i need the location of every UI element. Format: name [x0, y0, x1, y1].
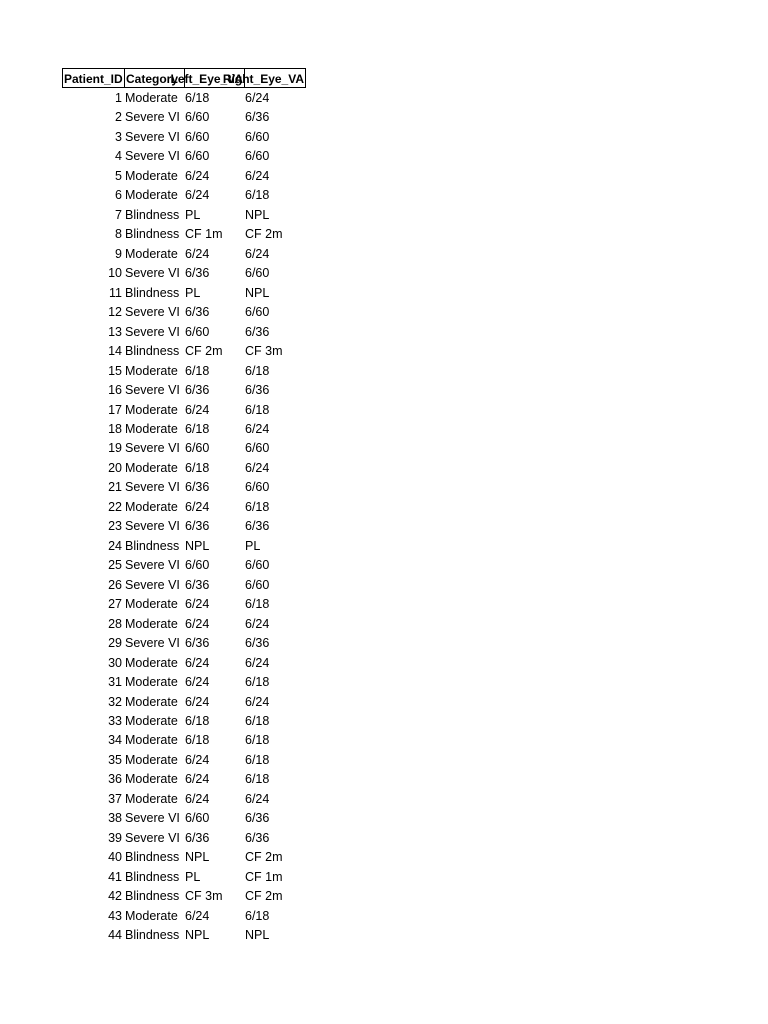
table-row: [62, 615, 322, 634]
cell-left-eye-va[interactable]: 6/36: [185, 830, 210, 845]
table-row: [62, 381, 322, 400]
cell-patient-id[interactable]: 11: [109, 285, 122, 300]
cell-right-eye-va[interactable]: 6/24: [245, 246, 270, 261]
cell-left-eye-va[interactable]: 6/60: [185, 129, 210, 144]
cell-left-eye-va[interactable]: 6/36: [185, 577, 210, 592]
table-row: [62, 926, 322, 945]
cell-category[interactable]: Severe VI: [125, 149, 180, 164]
cell-left-eye-va[interactable]: 6/18: [185, 421, 210, 436]
table-row: [62, 907, 322, 926]
cell-left-eye-va[interactable]: 6/24: [185, 499, 210, 514]
cell-category[interactable]: Blindness: [125, 850, 180, 865]
table-row: [62, 264, 322, 283]
cell-category[interactable]: Moderate: [125, 597, 178, 612]
cell-right-eye-va[interactable]: 6/60: [245, 441, 270, 456]
cell-patient-id[interactable]: 9: [115, 246, 122, 261]
cell-right-eye-va[interactable]: PL: [245, 538, 261, 553]
table-row: [62, 459, 322, 478]
cell-right-eye-va[interactable]: 6/36: [245, 636, 270, 651]
table-row: [62, 362, 322, 381]
cell-category[interactable]: Blindness: [125, 207, 180, 222]
cell-left-eye-va[interactable]: 6/24: [185, 655, 210, 670]
cell-right-eye-va[interactable]: CF 2m: [245, 850, 283, 865]
cell-category[interactable]: Moderate: [125, 499, 178, 514]
table-row: [62, 868, 322, 887]
cell-right-eye-va[interactable]: 6/18: [245, 499, 270, 514]
cell-left-eye-va[interactable]: 6/60: [185, 149, 210, 164]
cell-patient-id[interactable]: 10: [108, 266, 122, 281]
cell-patient-id[interactable]: 41: [108, 869, 122, 884]
cell-left-eye-va[interactable]: 6/36: [185, 383, 210, 398]
cell-patient-id[interactable]: 18: [108, 421, 122, 436]
cell-category[interactable]: Moderate: [125, 714, 178, 728]
cell-patient-id[interactable]: 26: [108, 577, 122, 592]
cell-category[interactable]: Moderate: [125, 675, 178, 690]
cell-left-eye-va[interactable]: 6/24: [185, 791, 210, 806]
cell-patient-id[interactable]: 30: [108, 655, 122, 670]
cell-right-eye-va[interactable]: 6/18: [245, 402, 270, 417]
cell-right-eye-va[interactable]: CF 2m: [245, 889, 283, 904]
cell-left-eye-va[interactable]: 6/18: [185, 460, 210, 475]
table-row: [62, 693, 322, 712]
cell-patient-id[interactable]: 19: [108, 441, 122, 456]
cell-right-eye-va[interactable]: 6/60: [245, 558, 270, 573]
cell-right-eye-va[interactable]: 6/36: [245, 830, 270, 845]
cell-category[interactable]: Blindness: [125, 928, 180, 943]
table-row: [62, 206, 322, 225]
cell-right-eye-va[interactable]: 6/24: [245, 460, 270, 475]
cell-right-eye-va[interactable]: NPL: [245, 928, 270, 943]
cell-patient-id[interactable]: 16: [108, 383, 122, 398]
cell-patient-id[interactable]: 7: [115, 207, 122, 222]
cell-category[interactable]: Blindness: [125, 889, 180, 904]
cell-patient-id[interactable]: 15: [108, 363, 122, 378]
cell-right-eye-va[interactable]: 6/24: [245, 655, 270, 670]
cell-right-eye-va[interactable]: CF 1m: [245, 869, 283, 884]
cell-left-eye-va[interactable]: 6/24: [185, 772, 210, 787]
cell-category[interactable]: Blindness: [125, 227, 180, 242]
table-row: [62, 108, 322, 127]
cell-patient-id[interactable]: 25: [108, 558, 122, 573]
cell-category[interactable]: Moderate: [125, 363, 178, 378]
cell-left-eye-va[interactable]: 6/60: [185, 441, 210, 456]
table-row: [62, 517, 322, 536]
cell-category[interactable]: Moderate: [125, 655, 178, 670]
cell-category[interactable]: Blindness: [125, 538, 180, 553]
table-row: [62, 420, 322, 439]
cell-category[interactable]: Moderate: [125, 246, 178, 261]
cell-right-eye-va[interactable]: NPL: [245, 285, 270, 300]
cell-category[interactable]: Moderate: [125, 616, 178, 631]
cell-right-eye-va[interactable]: 6/36: [245, 519, 270, 534]
cell-category[interactable]: Severe VI: [125, 480, 180, 495]
cell-right-eye-va[interactable]: 6/24: [245, 694, 270, 709]
cell-patient-id[interactable]: 44: [108, 928, 122, 943]
table-row: [62, 731, 322, 750]
cell-patient-id[interactable]: 22: [108, 499, 122, 514]
cell-category[interactable]: Severe VI: [125, 441, 180, 456]
cell-right-eye-va[interactable]: 6/24: [245, 791, 270, 806]
cell-right-eye-va[interactable]: 6/18: [245, 675, 270, 690]
cell-category[interactable]: Moderate: [125, 421, 178, 436]
cell-category[interactable]: Moderate: [125, 772, 178, 787]
table-row: [62, 498, 322, 517]
cell-right-eye-va[interactable]: CF 3m: [245, 344, 283, 359]
table-row: [62, 147, 322, 166]
table-row: [62, 167, 322, 186]
cell-left-eye-va[interactable]: 6/36: [185, 519, 210, 534]
table-row: [62, 809, 322, 828]
cell-left-eye-va[interactable]: 6/24: [185, 752, 210, 767]
cell-patient-id[interactable]: 3: [115, 129, 122, 144]
table-row: [62, 342, 322, 361]
cell-category[interactable]: Severe VI: [125, 558, 180, 573]
cell-patient-id[interactable]: 4: [115, 149, 122, 164]
cell-left-eye-va[interactable]: 6/18: [185, 714, 210, 728]
cell-patient-id[interactable]: 17: [108, 402, 122, 417]
cell-left-eye-va[interactable]: 6/36: [185, 305, 210, 320]
cell-patient-id[interactable]: 6: [115, 188, 122, 203]
cell-patient-id[interactable]: 38: [108, 811, 122, 826]
cell-left-eye-va[interactable]: NPL: [185, 928, 210, 943]
cell-right-eye-va[interactable]: 6/36: [245, 811, 270, 826]
cell-right-eye-va[interactable]: 6/18: [245, 714, 270, 728]
cell-patient-id[interactable]: 28: [108, 616, 122, 631]
cell-left-eye-va[interactable]: PL: [185, 207, 201, 222]
cell-left-eye-va[interactable]: CF 1m: [185, 227, 223, 242]
table-row: [62, 89, 322, 108]
table-row: [62, 401, 322, 420]
table-row: [62, 887, 322, 906]
header-left-eye-va-label: Left_Eye_VA: [170, 72, 243, 86]
cell-left-eye-va[interactable]: 6/60: [185, 324, 210, 339]
cell-right-eye-va[interactable]: 6/24: [245, 616, 270, 631]
cell-right-eye-va[interactable]: 6/60: [245, 305, 270, 320]
cell-category[interactable]: Moderate: [125, 791, 178, 806]
cell-category[interactable]: Severe VI: [125, 266, 180, 281]
cell-patient-id[interactable]: 14: [108, 344, 122, 359]
table-row: [62, 537, 322, 556]
cell-category[interactable]: Severe VI: [125, 129, 180, 144]
cell-category[interactable]: Moderate: [125, 91, 178, 105]
cell-right-eye-va[interactable]: 6/60: [245, 577, 270, 592]
table-row: [62, 556, 322, 575]
cell-category[interactable]: Moderate: [125, 733, 178, 748]
cell-category[interactable]: Moderate: [125, 908, 178, 923]
cell-right-eye-va[interactable]: 6/18: [245, 597, 270, 612]
cell-right-eye-va[interactable]: 6/60: [245, 480, 270, 495]
cell-category[interactable]: Moderate: [125, 188, 178, 203]
cell-patient-id[interactable]: 43: [108, 908, 122, 923]
cell-left-eye-va[interactable]: 6/24: [185, 908, 210, 923]
cell-category[interactable]: Moderate: [125, 168, 178, 183]
cell-left-eye-va[interactable]: 6/24: [185, 597, 210, 612]
cell-left-eye-va[interactable]: 6/24: [185, 402, 210, 417]
cell-category[interactable]: Severe VI: [125, 110, 180, 125]
cell-left-eye-va[interactable]: CF 3m: [185, 889, 223, 904]
cell-patient-id[interactable]: 39: [108, 830, 122, 845]
cell-left-eye-va[interactable]: 6/24: [185, 168, 210, 183]
cell-left-eye-va[interactable]: 6/18: [185, 91, 210, 105]
cell-patient-id[interactable]: 20: [108, 460, 122, 475]
cell-left-eye-va[interactable]: 6/60: [185, 110, 210, 125]
cell-right-eye-va[interactable]: 6/24: [245, 91, 270, 105]
table-row: [62, 478, 322, 497]
table-row: [62, 128, 322, 147]
cell-right-eye-va[interactable]: 6/24: [245, 168, 270, 183]
cell-left-eye-va[interactable]: CF 2m: [185, 344, 223, 359]
cell-patient-id[interactable]: 34: [108, 733, 122, 748]
table-body: [62, 89, 322, 946]
table-row: [62, 439, 322, 458]
table-row: [62, 225, 322, 244]
cell-patient-id[interactable]: 42: [108, 889, 122, 904]
cell-category[interactable]: Blindness: [125, 344, 180, 359]
table-row: [62, 829, 322, 848]
cell-left-eye-va[interactable]: 6/36: [185, 480, 210, 495]
cell-category[interactable]: Severe VI: [125, 636, 180, 651]
cell-right-eye-va[interactable]: 6/60: [245, 129, 270, 144]
cell-left-eye-va[interactable]: NPL: [185, 538, 210, 553]
cell-category[interactable]: Severe VI: [125, 305, 180, 320]
cell-category[interactable]: Severe VI: [125, 577, 180, 592]
cell-left-eye-va[interactable]: 6/18: [185, 733, 210, 748]
table-row: [62, 673, 322, 692]
cell-right-eye-va[interactable]: CF 2m: [245, 227, 283, 242]
cell-right-eye-va[interactable]: 6/18: [245, 772, 270, 787]
cell-patient-id[interactable]: 1: [115, 91, 122, 105]
cell-right-eye-va[interactable]: 6/36: [245, 324, 270, 339]
cell-right-eye-va[interactable]: 6/60: [245, 149, 270, 164]
cell-left-eye-va[interactable]: 6/24: [185, 675, 210, 690]
table-row: [62, 790, 322, 809]
cell-patient-id[interactable]: 36: [108, 772, 122, 787]
cell-category[interactable]: Moderate: [125, 402, 178, 417]
cell-left-eye-va[interactable]: 6/24: [185, 616, 210, 631]
table-row: [62, 576, 322, 595]
table-row: [62, 595, 322, 614]
cell-left-eye-va[interactable]: 6/60: [185, 811, 210, 826]
table-row: [62, 654, 322, 673]
cell-left-eye-va[interactable]: PL: [185, 869, 201, 884]
cell-patient-id[interactable]: 23: [108, 519, 122, 534]
cell-right-eye-va[interactable]: 6/24: [245, 421, 270, 436]
cell-left-eye-va[interactable]: 6/36: [185, 636, 210, 651]
cell-patient-id[interactable]: 12: [108, 305, 122, 320]
table-row: [62, 751, 322, 770]
header-right-eye-va-label: Right_Eye_VA: [222, 72, 304, 86]
cell-right-eye-va[interactable]: 6/18: [245, 733, 270, 748]
cell-category[interactable]: Severe VI: [125, 811, 180, 826]
cell-category[interactable]: Moderate: [125, 460, 178, 475]
cell-patient-id[interactable]: 40: [108, 850, 122, 865]
cell-left-eye-va[interactable]: 6/18: [185, 363, 210, 378]
cell-right-eye-va[interactable]: NPL: [245, 207, 270, 222]
cell-category[interactable]: Severe VI: [125, 519, 180, 534]
cell-category[interactable]: Severe VI: [125, 383, 180, 398]
cell-patient-id[interactable]: 24: [108, 538, 122, 553]
header-patient-id[interactable]: Patient_ID: [62, 68, 125, 88]
table-row: [62, 712, 322, 731]
cell-category[interactable]: Severe VI: [125, 830, 180, 845]
cell-left-eye-va[interactable]: PL: [185, 285, 201, 300]
cell-patient-id[interactable]: 13: [108, 324, 122, 339]
cell-patient-id[interactable]: 8: [115, 227, 122, 242]
header-right-eye-va[interactable]: [222, 68, 306, 88]
cell-right-eye-va[interactable]: 6/18: [245, 188, 270, 203]
table-row: [62, 245, 322, 264]
cell-right-eye-va[interactable]: 6/36: [245, 383, 270, 398]
cell-patient-id[interactable]: 35: [108, 752, 122, 767]
data-table: [62, 68, 322, 946]
cell-patient-id[interactable]: 31: [108, 675, 122, 690]
cell-right-eye-va[interactable]: 6/18: [245, 752, 270, 767]
cell-left-eye-va[interactable]: NPL: [185, 850, 210, 865]
cell-patient-id[interactable]: 21: [108, 480, 122, 495]
table-row: [62, 303, 322, 322]
table-row: [62, 186, 322, 205]
table-row: [62, 848, 322, 867]
cell-right-eye-va[interactable]: 6/60: [245, 266, 270, 281]
cell-category[interactable]: Blindness: [125, 869, 180, 884]
cell-left-eye-va[interactable]: 6/36: [185, 266, 210, 281]
cell-left-eye-va[interactable]: 6/24: [185, 188, 210, 203]
table-row: [62, 770, 322, 789]
cell-left-eye-va[interactable]: 6/24: [185, 246, 210, 261]
cell-right-eye-va[interactable]: 6/36: [245, 110, 270, 125]
cell-patient-id[interactable]: 33: [108, 714, 122, 728]
table-row: [62, 284, 322, 303]
cell-right-eye-va[interactable]: 6/18: [245, 363, 270, 378]
cell-patient-id[interactable]: 2: [115, 110, 122, 125]
cell-patient-id[interactable]: 27: [108, 597, 122, 612]
cell-category[interactable]: Severe VI: [125, 324, 180, 339]
cell-right-eye-va[interactable]: 6/18: [245, 908, 270, 923]
cell-patient-id[interactable]: 32: [108, 694, 122, 709]
header-category[interactable]: Category: [124, 68, 185, 88]
cell-category[interactable]: Blindness: [125, 285, 180, 300]
cell-category[interactable]: Moderate: [125, 752, 178, 767]
cell-patient-id[interactable]: 5: [115, 168, 122, 183]
cell-left-eye-va[interactable]: 6/60: [185, 558, 210, 573]
cell-patient-id[interactable]: 29: [108, 636, 122, 651]
cell-left-eye-va[interactable]: 6/24: [185, 694, 210, 709]
table-row: [62, 634, 322, 653]
cell-patient-id[interactable]: 37: [108, 791, 122, 806]
header-row: [62, 68, 322, 89]
table-row: [62, 323, 322, 342]
cell-category[interactable]: Moderate: [125, 694, 178, 709]
